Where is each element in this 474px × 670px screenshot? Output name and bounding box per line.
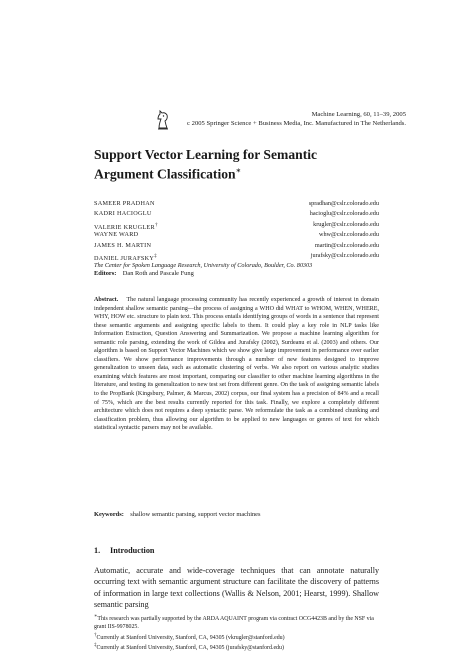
abstract xyxy=(94,296,379,433)
section-title: Introduction xyxy=(110,546,155,555)
author-footnote-mark: ‡ xyxy=(154,252,158,259)
footnote-text: Currently at Stanford University, Stanford, CA, 94305 (jurafsky@stanford.edu) xyxy=(96,645,284,652)
author-email: martin@cslr.colorado.edu xyxy=(314,241,379,249)
editors-names: Dan Roth and Pascale Fung xyxy=(122,270,194,277)
author-row xyxy=(94,251,379,261)
title-footnote-mark: ∗ xyxy=(235,166,242,175)
author-row xyxy=(94,209,379,219)
author-list xyxy=(94,199,379,272)
author-email: jurafsky@cslr.colorado.edu xyxy=(310,251,379,259)
author-footnote-mark: † xyxy=(154,221,158,228)
author-row xyxy=(94,220,379,230)
author-name: SAMEER PRADHAN xyxy=(94,200,155,207)
copyright-symbol: c xyxy=(187,119,190,127)
footnote-text: Currently at Stanford University, Stanford, CA, 94305 (vkrugler@stanford.edu) xyxy=(96,634,285,641)
footnote xyxy=(94,642,379,652)
author-email: spradhan@cslr.colorado.edu xyxy=(308,200,379,207)
author-name: JAMES H. MARTIN xyxy=(94,241,152,249)
footnotes xyxy=(94,613,379,653)
author-email: whw@cslr.colorado.edu xyxy=(319,231,379,239)
author-name: VALERIE KRUGLER† xyxy=(94,221,158,231)
author-email: hacioglu@cslr.colorado.edu xyxy=(309,210,379,218)
paper-title xyxy=(94,147,317,183)
author-row xyxy=(94,230,379,240)
copyright-line xyxy=(187,120,406,129)
title-line-2: Argument Classification∗ xyxy=(94,166,242,182)
author-row xyxy=(94,241,379,251)
author-name: WAYNE WARD xyxy=(94,231,139,239)
section-number: 1. xyxy=(94,546,101,555)
abstract-label: Abstract. xyxy=(94,297,119,303)
author-name: DANIEL JURAFSKY‡ xyxy=(94,252,158,263)
editors-label: Editors: xyxy=(94,270,117,277)
author-name: KADRI HACIOGLU xyxy=(94,210,152,218)
author-row xyxy=(94,199,379,209)
editors-line xyxy=(94,270,194,277)
copyright-text: 2005 Springer Science + Business Media, Inc. Manufactured in The Netherlands. xyxy=(191,119,406,127)
publication-info xyxy=(187,111,406,128)
section-heading xyxy=(94,546,154,555)
footnote xyxy=(94,632,379,642)
journal-line: Machine Learning, 60, 11–39, 2005 xyxy=(311,111,406,118)
footnote-mark: ‡ xyxy=(94,643,97,649)
springer-knight-icon xyxy=(156,110,170,130)
footnote xyxy=(94,613,379,632)
affiliation: The Center for Spoken Language Research, University of Colorado, Boulder, Co. 80303 xyxy=(94,262,313,270)
author-email: krugler@cslr.colorado.edu xyxy=(313,220,379,228)
footnote-text: This research was partially supported by the ARDA AQUAINT program via contract OCG4423B and by the NSF via grant IIS-9978025. xyxy=(94,615,374,631)
keywords-label: Keywords: xyxy=(94,511,124,518)
keywords-line xyxy=(94,511,260,518)
footnote-mark: ∗ xyxy=(94,614,98,619)
keywords-text: shallow semantic parsing, support vector machines xyxy=(130,511,261,518)
abstract-text: The natural language processing community has recently experienced a growth of interest in domain independent shallow semantic parsing—the process of assigning a WHO did WHAT to WHOM, WHEN, WHERE, WHY, HOW etc. structure to plain text. This process entails identifying groups of words in a sentence that represent these semantic arguments and assigning specific labels to them. It could play a key role in NLP tasks like Information Extraction, Question Answering and Summarization. We propose a machine learning algorithm for semantic role parsing, extending the work of Gildea and Jurafsky (2002), Surdeanu et al. (2003) and others. Our algorithm is based on Support Vector Machines which we show give large improvement in performance over earlier classifiers. We show performance improvements through a number of new features designed to improve generalization to unseen data, such as automatic clustering of verbs. We also report on various analytic studies examining which features are most important, comparing our classifier to other machine learning algorithms in the literature, and testing its generalization to new test set from different genre. On the task of assigning semantic labels to the PropBank (Kingsbury, Palmer, & Marcus, 2002) corpus, our final system has a precision of 84% and a recall of 75%, which are the best results currently reported for this task. Finally, we explore a completely different architecture which does not requires a deep syntactic parse. We reformulate the task as a combined chunking and classification problem, thus allowing our algorithm to be applied to new languages or genres of text for which statistical syntactic parsers may not be available. xyxy=(94,297,379,432)
title-line-1: Support Vector Learning for Semantic xyxy=(94,147,318,162)
intro-paragraph: Automatic, accurate and wide-coverage techniques that can annotate naturally occurring text with semantic argument structure can facilitate the discovery of patterns of information in large text collections (Wallis & Nelson, 2001; Hearst, 1999). Shallow semantic parsing xyxy=(94,566,379,610)
footnote-mark: † xyxy=(94,632,97,638)
